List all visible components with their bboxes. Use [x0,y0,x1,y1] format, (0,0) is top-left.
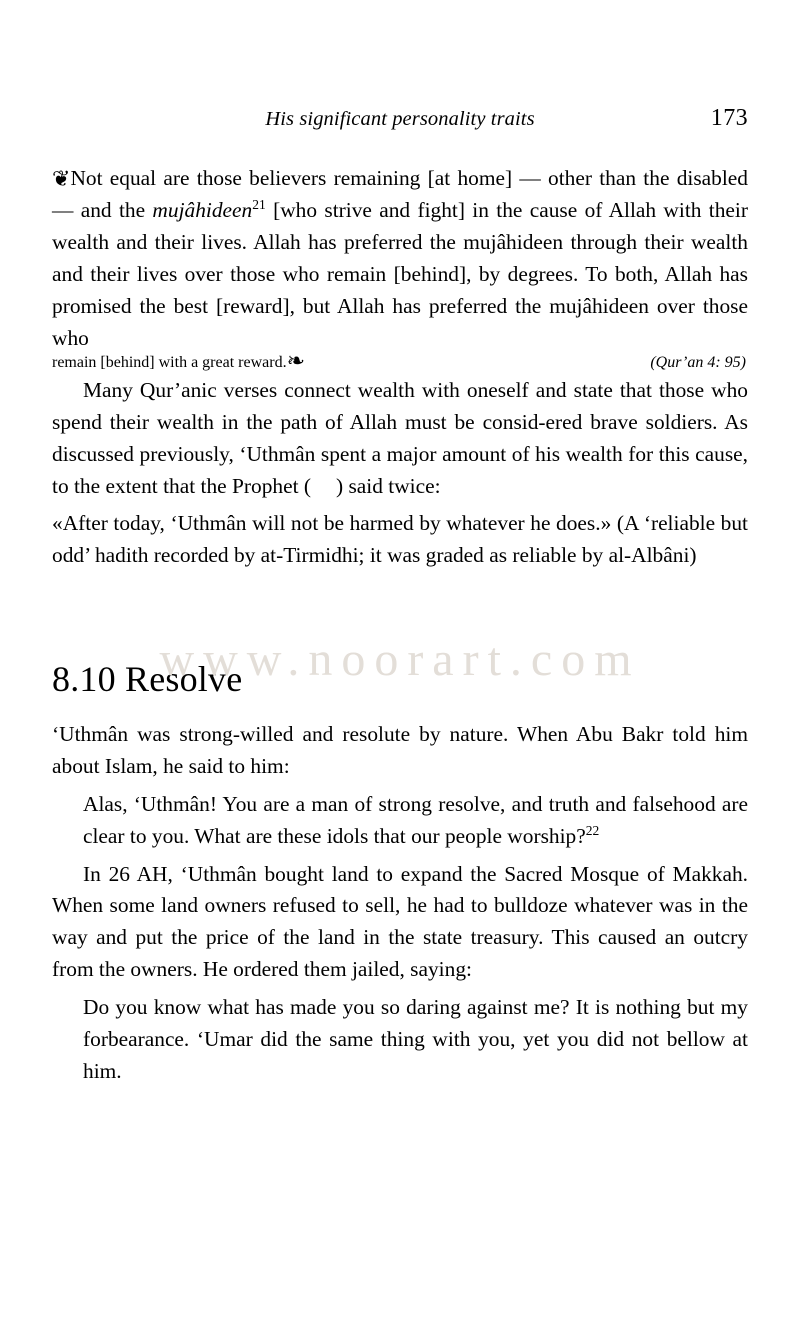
running-head [52,105,748,138]
paragraph-resolute-nature: ‘Uthmân was strong-willed and resolute by nature. When Abu Bakr told him about Islam, he said to him: [52,721,748,778]
paragraph-mosque-expansion: In 26 AH, ‘Uthmân bought land to expand the Sacred Mosque of Makkah. When some land owners refused to sell, he had to bulldoze whatever was in the way and put the price of the land in the state treasury. This caused an outcry from the owners. He ordered them jailed, saying: [52,861,748,982]
hadith-quote: «After today, ‘Uthmân will not be harmed by whatever he does.» (A ‘reliable but odd’ hadith recorded by at-Tirmidhi; it was graded as reliable by al-Albâni) [52,511,748,567]
running-head-title: His significant personality traits [265,108,535,130]
section-heading-resolve: 8.10 Resolve [52,658,243,699]
footnote-marker-21: 21 [252,196,266,212]
quran-quote-last-line [52,348,748,374]
quran-quote-text [52,163,748,354]
page-body [52,163,748,1088]
paragraph-wealth-verses-tail: ) said twice: [336,474,441,499]
quran-quote-block [52,163,748,372]
quote-close-ornament-icon: ❧ [286,348,305,374]
blockquote-forbearance: Do you know what has made you so daring against me? It is nothing but my forbearance. ‘Umar did the same thing with you, yet you did not bellow at him. [83,995,748,1083]
quran-quote-post-italic: [who strive and fight] in the cause of Allah with their wealth and their lives. Allah has preferred the mujâhideen through their wealth and their lives over those who remain [behind], by degrees. To both, Allah has promised the best [reward], but Allah has preferred the mujâhideen over those who [52,197,748,350]
page-number: 173 [710,105,748,131]
quran-quote-closing-text: remain [behind] with a great reward.❧ [52,348,305,374]
quran-reference: (Qur’an 4: 95) [650,354,746,372]
quote-open-ornament-icon: ❦ [52,166,71,191]
paragraph-wealth-verses-text: Many Qur’anic verses connect wealth with oneself and state that those who spend their wealth in the path of Allah must be consid-ered brave soldiers. As discussed previously, ‘Uthmân spent a major amount of his wealth for this cause, to the extent that the Prophet ( [52,378,748,499]
blockquote-alas-uthman-text: Alas, ‘Uthmân! You are a man of strong resolve, and truth and falsehood are clear to you. What are these idols that our people worship? [83,791,748,848]
footnote-marker-22: 22 [585,822,600,838]
quran-quote-pre-italic: Not equal are those believers remaining [at home] — other than the disabled — and the [52,166,748,222]
pbuh-symbol-icon [311,476,336,496]
watermark: www.noorart.com [159,633,641,686]
blockquote-alas-uthman [83,789,748,853]
quran-quote-italic-term: mujâhideen [152,197,253,222]
paragraph-wealth-verses [52,375,748,503]
